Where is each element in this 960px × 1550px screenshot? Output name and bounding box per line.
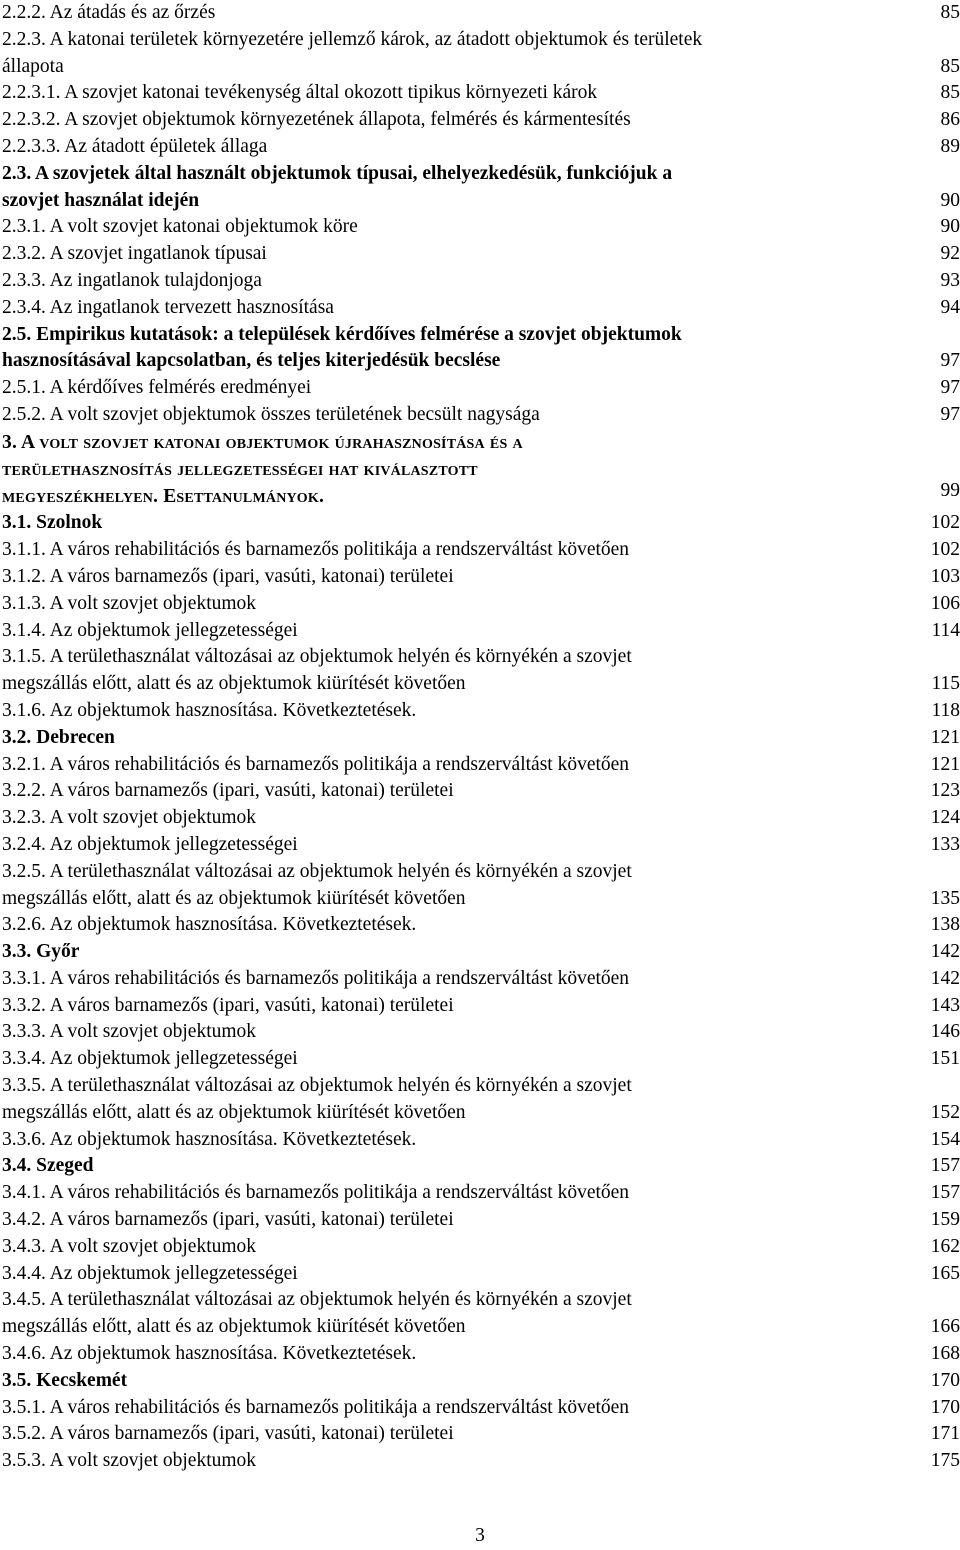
toc-entry[interactable]	[0, 429, 960, 511]
toc-entry-page-number: 97	[940, 403, 960, 425]
toc-entry-page-number: 159	[930, 1209, 960, 1231]
toc-entry-page-number: 138	[930, 914, 960, 936]
toc-entry[interactable]	[0, 591, 960, 618]
toc-entry[interactable]	[0, 214, 960, 241]
toc-entry-title-line: megszállás előtt, alatt és az objektumok kiürítését követően	[2, 1316, 466, 1338]
toc-entry-title-line: 3.2.2. A város barnamezős (ipari, vasúti, katonai) területei	[2, 780, 454, 802]
toc-entry[interactable]	[0, 939, 960, 966]
toc-entry-title-line: 3.3.4. Az objektumok jellegzetességei	[2, 1048, 298, 1070]
toc-entry-page-number: 85	[940, 2, 960, 23]
toc-entry-page-number: 142	[930, 941, 960, 963]
toc-entry[interactable]	[0, 268, 960, 295]
toc-entry-title-line: 2.3. A szovjetek által használt objektumok típusai, elhelyezkedésük, funkciójuk a	[2, 162, 673, 184]
toc-entry-page-number: 102	[930, 539, 960, 561]
toc-entry-title-line: 3.1.1. A város rehabilitációs és barnamezős politikája a rendszerváltást követően	[2, 539, 630, 561]
toc-entry[interactable]	[0, 564, 960, 591]
toc-entry-title-line: 3.4. Szeged	[2, 1155, 94, 1177]
toc-entry-title-line: 3.5.2. A város barnamezős (ipari, vasúti, katonai) területei	[2, 1423, 454, 1445]
toc-entry[interactable]	[0, 1207, 960, 1234]
toc-entry[interactable]	[0, 1368, 960, 1395]
toc-entry[interactable]	[0, 1341, 960, 1368]
toc-entry[interactable]	[0, 295, 960, 322]
toc-entry-page-number: 102	[930, 512, 960, 534]
toc-entry-title-line: 3.1.2. A város barnamezős (ipari, vasúti, katonai) területei	[2, 565, 454, 587]
toc-entry-title-line: területhasznosítás jellegzetességei hat kiválasztott	[2, 458, 478, 480]
toc-entry-title-line: 2.2.3.1. A szovjet katonai tevékenység által okozott tipikus környezeti károk	[2, 82, 598, 104]
page-number: 3	[475, 1525, 485, 1546]
toc-entry-title-line: állapota	[2, 55, 64, 77]
toc-entry-page-number: 175	[930, 1450, 960, 1472]
toc-entry[interactable]	[0, 644, 960, 698]
toc-entry-page-number: 106	[930, 592, 960, 614]
toc-entry-title-line: 2.3.1. A volt szovjet katonai objektumok köre	[2, 216, 358, 238]
toc-entry-page-number: 171	[930, 1423, 960, 1445]
toc-entry[interactable]	[0, 1395, 960, 1422]
toc-entry-title-line: 3.1.6. Az objektumok hasznosítása. Következtetések.	[2, 699, 417, 721]
toc-entry-title-line: 3.4.6. Az objektumok hasznosítása. Következtetések.	[2, 1343, 417, 1365]
toc-entry-page-number: 170	[930, 1396, 960, 1418]
toc-entry-page-number: 168	[930, 1343, 960, 1365]
toc-entry-page-number: 151	[930, 1048, 960, 1070]
toc-entry-page-number: 92	[940, 243, 960, 265]
toc-entry[interactable]	[0, 134, 960, 161]
toc-entry-page-number: 142	[930, 967, 960, 989]
toc-entry-title-line: 3.5. Kecskemét	[2, 1369, 128, 1391]
toc-entry[interactable]	[0, 1287, 960, 1341]
toc-entry[interactable]	[0, 859, 960, 913]
toc-entry-title-line: 3.2.3. A volt szovjet objektumok	[2, 807, 257, 829]
toc-entry[interactable]	[0, 1127, 960, 1154]
toc-entry-title-line: hasznosításával kapcsolatban, és teljes kiterjedésük becslése	[2, 350, 501, 372]
toc-entry-page-number: 85	[940, 82, 960, 104]
toc-entry-title-line: 3.3.5. A területhasználat változásai az objektumok helyén és környékén a szovjet	[2, 1075, 632, 1097]
toc-entry-title-line: 2.2.3.2. A szovjet objektumok környezetének állapota, felmérés és kármentesítés	[2, 109, 631, 131]
toc-entry[interactable]	[0, 1019, 960, 1046]
toc-entry-page-number: 135	[930, 887, 960, 909]
toc-entry-title-line: megyeszékhelyen. Esettanulmányok.	[2, 485, 325, 507]
toc-entry-page-number: 90	[940, 189, 960, 211]
toc-entry-page-number: 152	[930, 1101, 960, 1123]
toc-entry-title-line: 3.1.4. Az objektumok jellegzetességei	[2, 619, 298, 641]
toc-entry[interactable]	[0, 1234, 960, 1261]
toc-entry-page-number: 170	[930, 1369, 960, 1391]
toc-entry-page-number: 99	[940, 479, 960, 501]
toc-entry-page-number: 157	[930, 1155, 960, 1177]
toc-entry-page-number: 121	[930, 753, 960, 775]
toc-entry-title-line: 2.2.3.3. Az átadott épületek állaga	[2, 135, 268, 157]
toc-entry-title-line: 3.4.5. A területhasználat változásai az objektumok helyén és környékén a szovjet	[2, 1289, 632, 1311]
toc-entry-title-line: 2.3.3. Az ingatlanok tulajdonjoga	[2, 269, 262, 291]
toc-entry-page-number: 85	[940, 55, 960, 77]
toc-entry-title-line: 3.2.4. Az objektumok jellegzetességei	[2, 833, 298, 855]
toc-entry-title-line: 3.5.1. A város rehabilitációs és barnamezős politikája a rendszerváltást követően	[2, 1396, 630, 1418]
toc-entry-page-number: 94	[940, 296, 960, 318]
toc-entry[interactable]	[0, 698, 960, 725]
toc-entry-title-line: 2.5.2. A volt szovjet objektumok összes területének becsült nagysága	[2, 403, 540, 425]
toc-entry-title-line: 3.1.5. A területhasználat változásai az objektumok helyén és környékén a szovjet	[2, 646, 632, 668]
toc-entry[interactable]	[0, 241, 960, 268]
toc-entry-page-number: 162	[930, 1235, 960, 1257]
toc-entry-title-line: 3. A volt szovjet katonai objektumok újrahasznosítása és a	[2, 431, 523, 453]
toc-entry[interactable]	[0, 80, 960, 107]
toc-entry[interactable]	[0, 993, 960, 1020]
toc-entry[interactable]	[0, 1073, 960, 1127]
toc-entry-title-line: 2.3.2. A szovjet ingatlanok típusai	[2, 243, 267, 265]
toc-entry[interactable]	[0, 537, 960, 564]
toc-entry[interactable]	[0, 752, 960, 779]
toc-entry-page-number: 124	[930, 807, 960, 829]
toc-entry[interactable]	[0, 0, 960, 27]
toc-entry[interactable]	[0, 375, 960, 402]
toc-entry-page-number: 143	[930, 994, 960, 1016]
toc-entry[interactable]	[0, 1261, 960, 1288]
toc-entry-title-line: 3.3.1. A város rehabilitációs és barnamezős politikája a rendszerváltást követően	[2, 967, 630, 989]
toc-entry[interactable]	[0, 832, 960, 859]
toc-entry-page-number: 118	[931, 699, 960, 721]
toc-entry-page-number: 154	[930, 1128, 960, 1150]
toc-entry-page-number: 97	[940, 377, 960, 399]
toc-entry-title-line: 3.3. Győr	[2, 941, 80, 963]
toc-entry-title-line: 3.3.6. Az objektumok hasznosítása. Következtetések.	[2, 1128, 417, 1150]
toc-entry-title-line: 3.1.3. A volt szovjet objektumok	[2, 592, 257, 614]
toc-entry-page-number: 86	[940, 109, 960, 131]
toc-entry[interactable]	[0, 805, 960, 832]
toc-entry[interactable]	[0, 1448, 960, 1475]
toc-entry-page-number: 93	[940, 269, 960, 291]
toc-entry-title-line: 3.3.3. A volt szovjet objektumok	[2, 1021, 257, 1043]
toc-entry[interactable]	[0, 1180, 960, 1207]
toc-entry-page-number: 166	[930, 1316, 960, 1338]
toc-entry-title-line: 2.2.2. Az átadás és az őrzés	[2, 2, 216, 23]
toc-entry[interactable]	[0, 1421, 960, 1448]
toc-entry-page-number: 114	[931, 619, 960, 641]
toc-entry[interactable]	[0, 725, 960, 752]
toc-entry-page-number: 146	[930, 1021, 960, 1043]
toc-entry-title-line: 3.4.2. A város barnamezős (ipari, vasúti, katonai) területei	[2, 1209, 454, 1231]
toc-entry-page-number: 97	[940, 350, 960, 372]
toc-entry-title-line: megszállás előtt, alatt és az objektumok kiürítését követően	[2, 1101, 466, 1123]
toc-entry-page-number: 115	[931, 673, 960, 695]
toc-entry-title-line: 3.4.4. Az objektumok jellegzetességei	[2, 1262, 298, 1284]
toc-entry-page-number: 89	[940, 135, 960, 157]
toc-entry-page-number: 90	[940, 216, 960, 238]
toc-entry-title-line: megszállás előtt, alatt és az objektumok kiürítését követően	[2, 887, 466, 909]
toc-entry-title-line: 2.3.4. Az ingatlanok tervezett hasznosítása	[2, 296, 334, 318]
toc-entry-title-line: megszállás előtt, alatt és az objektumok kiürítését követően	[2, 673, 466, 695]
toc-entry[interactable]	[0, 912, 960, 939]
toc-entry-title-line: 3.2.5. A területhasználat változásai az objektumok helyén és környékén a szovjet	[2, 860, 632, 882]
toc-entry[interactable]	[0, 1153, 960, 1180]
toc-entry-title-line: 2.2.3. A katonai területek környezetére jellemző károk, az átadott objektumok és területek	[2, 28, 703, 50]
toc-entry-title-line: 2.5. Empirikus kutatások: a települések kérdőíves felmérése a szovjet objektumok	[2, 323, 682, 345]
toc-entry-page-number: 103	[930, 565, 960, 587]
toc-entry-page-number: 121	[930, 726, 960, 748]
toc-entry-page-number: 133	[930, 833, 960, 855]
toc-entry-page-number: 123	[930, 780, 960, 802]
toc-entry-title-line: 3.5.3. A volt szovjet objektumok	[2, 1450, 257, 1472]
toc-entry[interactable]	[0, 322, 960, 376]
toc-entry-title-line: 3.2.6. Az objektumok hasznosítása. Következtetések.	[2, 914, 417, 936]
toc-entry[interactable]	[0, 27, 960, 81]
toc-entry-title-line: 3.2.1. A város rehabilitációs és barnamezős politikája a rendszerváltást követően	[2, 753, 630, 775]
toc-entry-title-line: 3.4.3. A volt szovjet objektumok	[2, 1235, 257, 1257]
toc-entry[interactable]	[0, 778, 960, 805]
toc-entry-title-line: 3.1. Szolnok	[2, 512, 103, 534]
toc-entry-title-line: 3.3.2. A város barnamezős (ipari, vasúti, katonai) területei	[2, 994, 454, 1016]
toc-entry[interactable]	[0, 161, 960, 215]
toc-entry[interactable]	[0, 107, 960, 134]
toc-entry-page-number: 165	[930, 1262, 960, 1284]
toc-entry[interactable]	[0, 966, 960, 993]
toc-entry-title-line: 2.5.1. A kérdőíves felmérés eredményei	[2, 377, 312, 399]
toc-entry[interactable]	[0, 510, 960, 537]
toc-entry-title-line: 3.4.1. A város rehabilitációs és barnamezős politikája a rendszerváltást követően	[2, 1182, 630, 1204]
toc-entry[interactable]	[0, 1046, 960, 1073]
toc-entry[interactable]	[0, 618, 960, 645]
toc-entry-title-line: szovjet használat idején	[2, 189, 200, 211]
toc-entry[interactable]	[0, 402, 960, 429]
toc-entry-page-number: 157	[930, 1182, 960, 1204]
toc-entry-title-line: 3.2. Debrecen	[2, 726, 115, 748]
